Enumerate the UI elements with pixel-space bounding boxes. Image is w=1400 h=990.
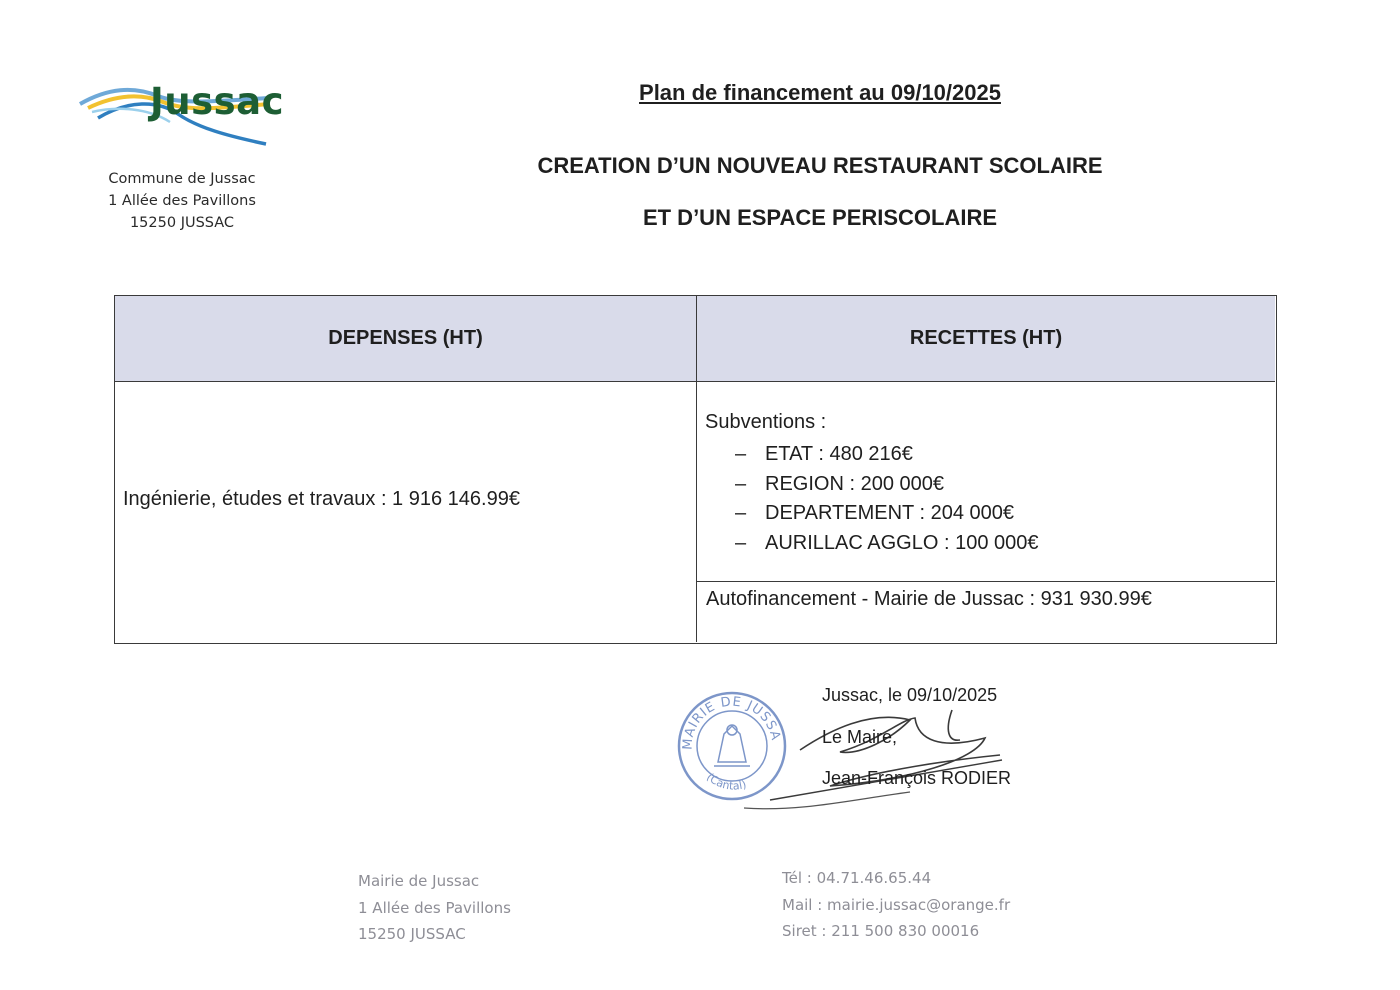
- signature-role: Le Maire,: [822, 727, 898, 747]
- subvention-item: [705, 529, 1265, 559]
- list-dash: –: [735, 531, 747, 554]
- subventions-label: Subventions :: [705, 411, 827, 433]
- column-divider: [696, 296, 697, 642]
- header-recettes: RECETTES (HT): [697, 296, 1275, 382]
- subvention-text: REGION : 200 000€: [765, 472, 944, 495]
- signature-place-date: Jussac, le 09/10/2025: [822, 685, 998, 705]
- stamp-text-bottom: (Cantal): [703, 770, 748, 793]
- logo-text: Jussac: [150, 80, 285, 123]
- depenses-line: Ingénierie, études et travaux : 1 916 146.99€: [123, 488, 520, 510]
- footer-line: Mairie de Jussac: [358, 872, 480, 890]
- sender-line: 15250 JUSSAC: [129, 215, 235, 231]
- subvention-text: AURILLAC AGGLO : 100 000€: [765, 531, 1039, 554]
- document-title: Plan de financement au 09/10/2025: [639, 80, 1001, 105]
- sender-line: Commune de Jussac: [108, 171, 256, 187]
- recettes-cell: [705, 411, 1265, 558]
- sender-line: 1 Allée des Pavillons: [108, 193, 256, 209]
- autofinancement-divider: [697, 581, 1275, 582]
- project-title-line-2: ET D’UN ESPACE PERISCOLAIRE: [642, 205, 998, 230]
- list-dash: –: [735, 443, 747, 466]
- subvention-item: [705, 499, 1265, 529]
- autofinancement-line: Autofinancement - Mairie de Jussac : 931 930.99€: [706, 588, 1152, 610]
- handwritten-signature: [740, 700, 1020, 820]
- footer-siret: Siret : 211 500 830 00016: [782, 922, 980, 940]
- header-depenses: DEPENSES (HT): [115, 296, 697, 382]
- financing-table: [114, 295, 1277, 644]
- jussac-logo: [78, 78, 285, 153]
- list-dash: –: [735, 472, 747, 495]
- stamp-text-top: MAIRIE DE JUSSA: [680, 694, 783, 751]
- signature-scribble-icon: [740, 700, 1020, 820]
- signature-name: Jean-François RODIER: [822, 768, 1012, 788]
- subvention-item: [705, 470, 1265, 500]
- project-title-line-1: CREATION D’UN NOUVEAU RESTAURANT SCOLAIRE: [537, 153, 1103, 178]
- subvention-item: [705, 440, 1265, 470]
- sender-address: [92, 168, 272, 234]
- footer-line: 1 Allée des Pavillons: [358, 898, 511, 917]
- list-dash: –: [735, 502, 747, 525]
- footer-contact: [782, 865, 1010, 945]
- footer-address: [358, 868, 511, 948]
- footer-phone: Tél : 04.71.46.65.44: [782, 869, 932, 887]
- subvention-text: DEPARTEMENT : 204 000€: [765, 502, 1015, 525]
- footer-line: 15250 JUSSAC: [358, 925, 466, 943]
- subvention-text: ETAT : 480 216€: [765, 443, 913, 466]
- footer-email: Mail : mairie.jussac@orange.fr: [782, 895, 1011, 914]
